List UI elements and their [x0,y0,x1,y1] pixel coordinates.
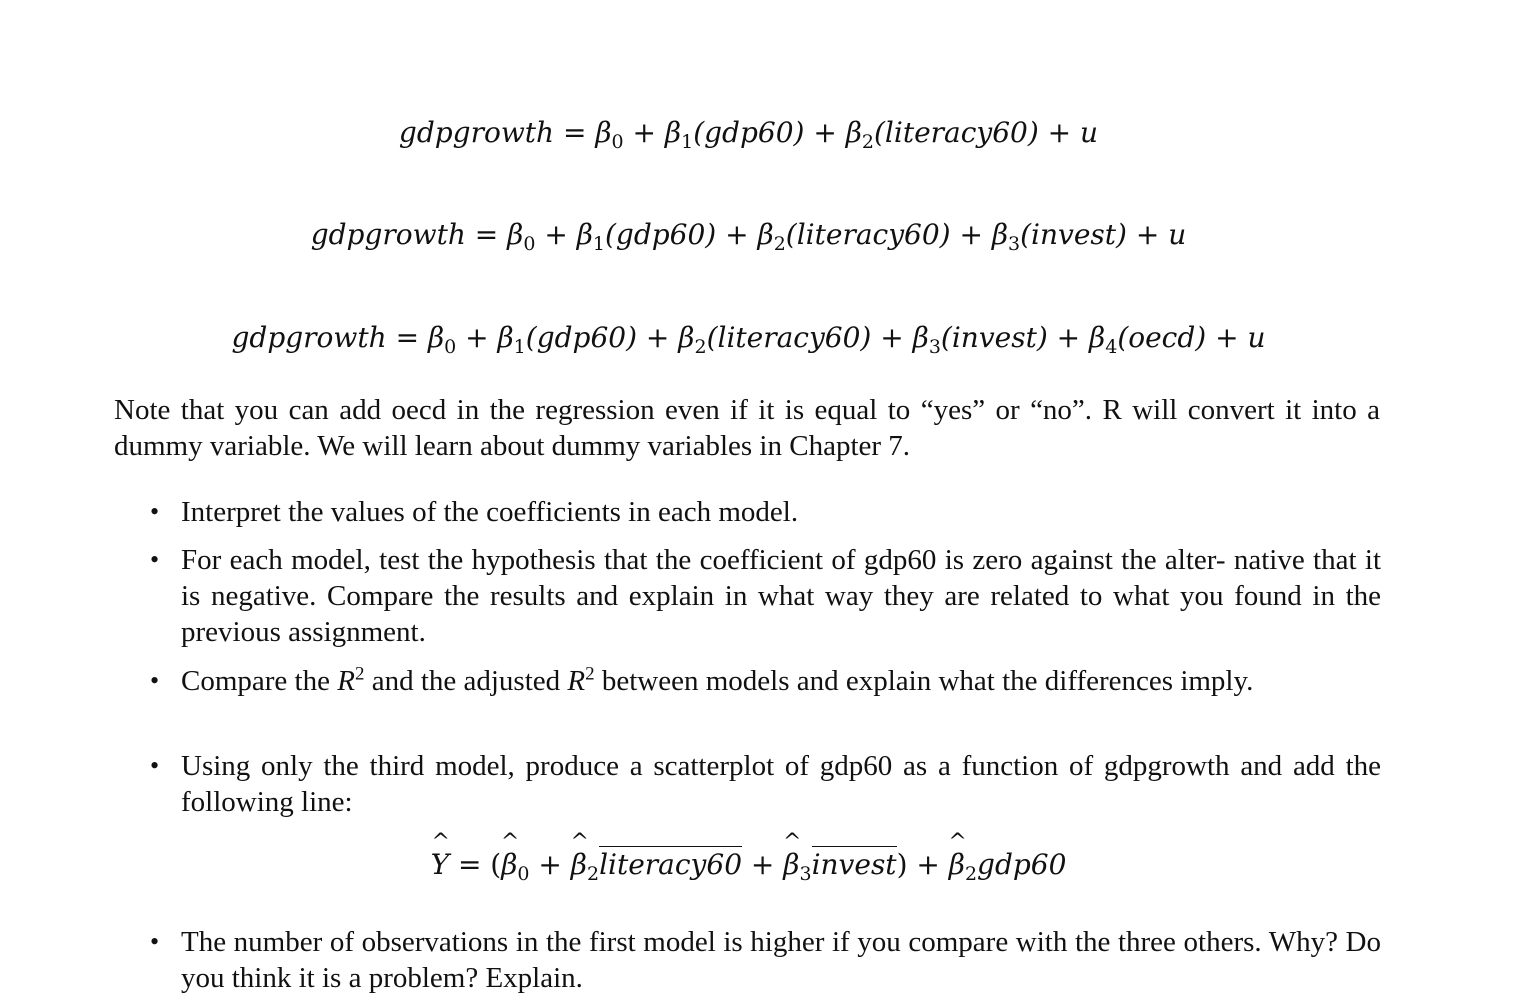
fit-beta2b-hat: ^ β [949,848,965,881]
task-scatterplot: Using only the third model, produce a scatterplot of gdp60 as a function of gdpgrowth and add the following line: [181,750,1381,818]
fit-sub0: 0 [517,863,530,885]
eq3-beta1: β [497,321,514,354]
eq2-term2: (literacy60) [785,218,951,251]
eq1-sub1: 1 [681,131,694,153]
eq2-sub3: 3 [1008,233,1021,255]
eq3-plus-u: + [1206,321,1248,354]
eq2-term1: (gdp60) [604,218,717,251]
fit-sub2: 2 [586,863,600,885]
b3-r2: R [567,665,586,697]
eq3-equals: = [386,321,428,354]
list-item [150,748,1381,820]
bullet-icon: • [150,927,160,956]
eq2-plus-u: + [1126,218,1169,251]
eq3-term4: (oecd) [1117,321,1207,354]
fit-sub3: 3 [799,863,812,885]
eq2-error: u [1168,218,1187,251]
eq1-sub2: 2 [861,131,874,153]
eq2-beta0: β [507,218,524,251]
fit-y-hat: ^ Y [431,848,449,881]
eq2-sub1: 1 [592,233,605,255]
fit-equals: = ( [449,848,502,881]
eq1-term2: (literacy60) [873,116,1039,149]
eq1-plus2: + [804,116,846,149]
fit-plus2: + [742,848,784,881]
eq3-error: u [1247,321,1266,354]
eq1-error: u [1080,116,1099,149]
eq3-term2: (literacy60) [706,321,872,354]
eq1-beta0: β [595,116,612,149]
task-observations: The number of observations in the first model is higher if you compare with the three others. Why? Do you think it is a problem? Explain. [181,926,1381,994]
task-interpret-coefficients: Interpret the values of the coefficients in each model. [181,496,799,528]
eq1-term1: (gdp60) [693,116,805,149]
fit-sub2b: 2 [964,863,978,885]
eq2-beta1: β [576,218,593,251]
bullet-icon: • [150,666,160,695]
fit-gdp60: gdp60 [977,848,1067,881]
eq2-equals: = [465,218,508,251]
eq2-plus2: + [716,218,758,251]
eq2-sub0: 0 [523,233,536,255]
list-item [150,494,1381,530]
eq3-term3: (invest) [940,321,1048,354]
eq2-term3: (invest) [1020,218,1127,251]
equation-fitted-line [0,848,1497,885]
eq2-sub2: 2 [773,233,786,255]
eq1-sub0: 0 [611,131,624,153]
bullet-icon: • [150,545,160,574]
fit-invest-mean: invest [811,848,897,881]
eq1-lhs: gdpgrowth [398,116,555,149]
eq3-sub3: 3 [928,336,941,358]
b3-sup1: 2 [354,663,365,685]
eq1-beta2: β [845,116,862,149]
task-hypothesis-test: For each model, test the hypothesis that the coefficient of gdp60 is zero against the alter- native that it is negative. Compare the results and explain in what way they are related to what you found in the previous assignment. [181,544,1381,648]
b3-text-a: Compare the [181,665,338,697]
eq3-plus4: + [1047,321,1090,354]
eq3-sub4: 4 [1105,336,1118,358]
b3-text-c: between models and explain what the differences imply. [594,665,1254,697]
note-paragraph: Note that you can add oecd in the regression even if it is equal to “yes” or “no”. R will convert it into a dummy variable. We will learn about dummy variables in Chapter 7. [114,394,1380,462]
eq1-equals: = [554,116,596,149]
eq3-plus1: + [456,321,498,354]
fit-close-plus: ) + [896,848,949,881]
eq2-beta3: β [991,218,1009,251]
eq3-term1: (gdp60) [525,321,638,354]
eq3-beta3: β [912,321,929,354]
eq3-beta2: β [678,321,695,354]
eq3-plus3: + [871,321,913,354]
eq3-beta4: β [1089,321,1106,354]
equation-model-2 [0,218,1497,255]
eq3-sub2: 2 [694,336,707,358]
eq1-plus1: + [623,116,665,149]
b3-sup2: 2 [585,663,595,685]
bullet-icon: • [150,497,160,526]
eq2-plus3: + [950,218,992,251]
equation-model-3 [0,321,1497,358]
fit-beta3-hat: ^ β [783,848,799,881]
eq3-beta0: β [427,321,445,354]
bullet-icon: • [150,751,160,780]
eq2-lhs: gdpgrowth [310,218,466,251]
fit-literacy-mean: literacy60 [599,848,743,881]
list-item [150,924,1381,996]
eq1-plus-u: + [1038,116,1081,149]
eq3-lhs: gdpgrowth [231,321,387,354]
eq2-beta2: β [757,218,774,251]
fit-beta0-hat: ^ β [501,848,517,881]
eq2-plus1: + [535,218,577,251]
list-item [150,542,1381,650]
task-compare-r-squared [181,663,1381,699]
eq3-plus2: + [637,321,679,354]
equation-model-1 [0,116,1497,153]
eq3-sub1: 1 [513,336,526,358]
eq1-beta1: β [664,116,682,149]
list-item [150,663,1381,699]
eq3-sub0: 0 [444,336,457,358]
fit-beta2-hat: ^ β [571,848,587,881]
b3-text-b: and the adjusted [364,665,568,697]
fit-plus1: + [529,848,571,881]
b3-r1: R [337,665,355,697]
